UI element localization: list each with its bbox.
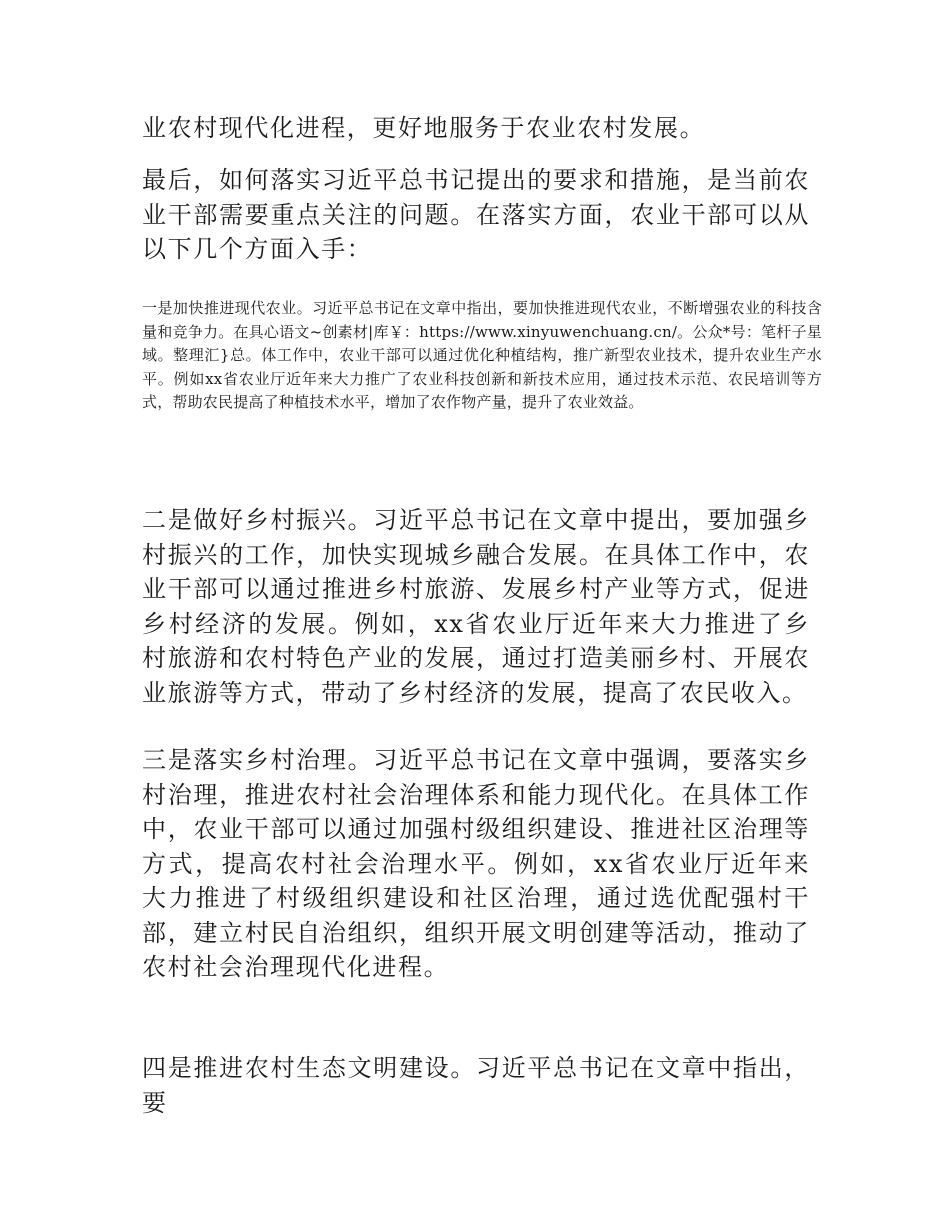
paragraph-rural-revitalization: 二是做好乡村振兴。习近平总书记在文章中提出，要加强乡村振兴的工作，加快实现城乡融合发展。在具体工作中，农业干部可以通过推进乡村旅游、发展乡村产业等方式，促进乡村经济的发展。例如，xx省农业厅近年来大力推进了乡村旅游和农村特色产业的发展，通过打造美丽乡村、开展农业旅游等方式，带动了乡村经济的发展，提高了农民收入。: [142, 506, 810, 707]
paragraph-modern-agriculture: 一是加快推进现代农业。习近平总书记在文章中指出，要加快推进现代农业，不断增强农业的科技含量和竞争力。在具心语文~创素材|库￥：https://www.xinyuwenchuang.cn/。公众*号：笔杆子星域。整理汇}总。体工作中，农业干部可以通过优化种植结构，推广新型农业技术，提升农业生产水平。例如xx省农业厅近年来大力推广了农业科技创新和新技术应用，通过技术示范、农民培训等方式，帮助农民提高了种植技术水平，增加了农作物产量，提升了农业效益。: [142, 299, 822, 411]
paragraph-continuation: 业农村现代化进程，更好地服务于农业农村发展。: [142, 114, 706, 142]
paragraph-ecological-civilization: 四是推进农村生态文明建设。习近平总书记在文章中指出，要: [142, 1054, 810, 1117]
paragraph-implementation-intro: 最后，如何落实习近平总书记提出的要求和措施，是当前农业干部需要重点关注的问题。在落实方面，农业干部可以从以下几个方面入手：: [142, 166, 810, 263]
paragraph-rural-governance: 三是落实乡村治理。习近平总书记在文章中强调，要落实乡村治理，推进农村社会治理体系和能力现代化。在具体工作中，农业干部可以通过加强村级组织建设、推进社区治理等方式，提高农村社会治理水平。例如，xx省农业厅近年来大力推进了村级组织建设和社区治理，通过选优配强村干部，建立村民自治组织，组织开展文明创建等活动，推动了农村社会治理现代化进程。: [142, 746, 810, 981]
